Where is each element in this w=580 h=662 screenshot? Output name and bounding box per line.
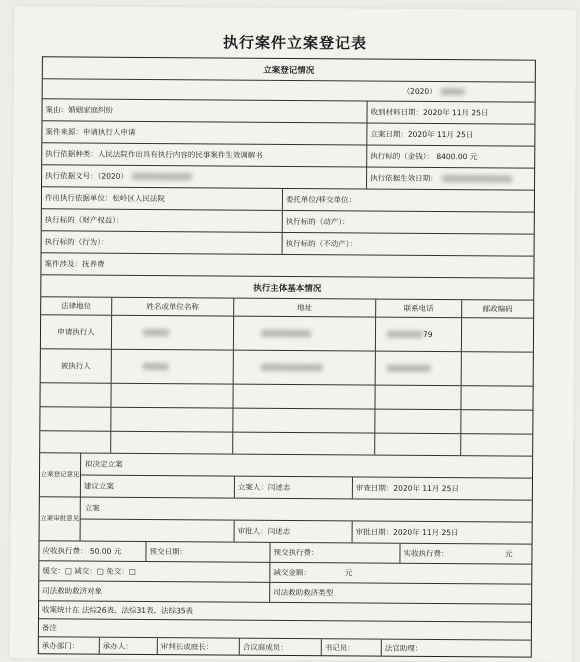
col-role: 法律地位 xyxy=(61,301,92,311)
col-name: 姓名或单位名称 xyxy=(111,298,233,316)
approval-opinion-block xyxy=(40,497,532,544)
filing-opinion-text: 拟决定立案 xyxy=(80,454,532,479)
relief-type: 司法救助救济类型 xyxy=(269,583,531,604)
form-page xyxy=(10,6,577,662)
amount: 执行标的（金钱）： 8400.00 元 xyxy=(366,146,534,168)
registration-table xyxy=(38,56,536,657)
col-address: 地址 xyxy=(233,299,375,317)
case-number: （2020） xyxy=(43,79,535,101)
fee-prepaid: 预交执行费： xyxy=(269,543,399,563)
issuing-unit: 作出执行依据单位：松岭区人民法院 xyxy=(44,193,165,204)
pay-options: 缓交：□ 减交：□ 免交：□ xyxy=(42,566,136,576)
party-postcode xyxy=(461,318,533,352)
col-phone: 联系电话 xyxy=(375,300,461,318)
party-role: 被执行人 xyxy=(60,361,91,371)
col-postcode: 邮政编码 xyxy=(461,300,533,318)
remarks: 备注 xyxy=(41,623,57,633)
party-address xyxy=(233,351,375,385)
fee-due: 应收执行费： 50.00 元 xyxy=(42,546,122,556)
approval-opinion-text: 立案 xyxy=(80,498,532,523)
fee-received: 实收执行费： 元 xyxy=(399,544,531,564)
party-name xyxy=(111,316,233,350)
party-row xyxy=(41,315,533,352)
signoff-assistant: 法官助理： xyxy=(381,640,531,657)
form-title: 执行案件立案登记表 xyxy=(222,33,368,53)
entrust-unit: 委托单位/移交单位： xyxy=(282,189,534,212)
signoff-dept: 承办部门： xyxy=(41,640,80,651)
approval-date: 审批日期：2020年 11月 25日 xyxy=(352,521,532,543)
fee-submit-date: 预交日期： xyxy=(145,542,269,562)
immovable-property: 执行标的（不动产）： xyxy=(282,233,534,256)
basis-type: 执行依据种类：人民法院作出具有执行内容的民事案件生效调解书 xyxy=(45,149,263,160)
property-rights: 执行标的（财产权益）： xyxy=(44,215,124,225)
section-title-parties: 执行主体基本情况 xyxy=(253,283,322,294)
reduced-amount: 减交金额： 元 xyxy=(269,563,531,584)
signoff-clerk: 书记员： xyxy=(321,639,381,655)
approver: 审批人：闫述志 xyxy=(234,521,352,543)
party-role: 申请执行人 xyxy=(57,327,95,337)
signoff-meeting: 合议庭成员： xyxy=(239,639,321,656)
case-involves: 案件涉及：抚养费 xyxy=(44,259,105,269)
party-name xyxy=(111,350,233,384)
review-date: 审查日期：2020年 11月 25日 xyxy=(352,477,532,499)
filing-date: 立案日期：2020年 11月 25日 xyxy=(366,124,534,146)
signoff-chief: 审判长或庭长： xyxy=(157,638,239,655)
effective-date: 执行依据生效日期： xyxy=(366,168,534,190)
case-source: 案件来源：申请执行人申请 xyxy=(45,127,136,137)
movable-property: 执行标的（动产）： xyxy=(282,211,534,234)
party-phone: 79 xyxy=(375,318,461,352)
filing-opinion-label: 立案登记意见 xyxy=(40,470,80,479)
relief-object: 司法救助救济对象 xyxy=(42,586,103,596)
suggest-filing: 建议立案 xyxy=(80,476,234,498)
filing-opinion-block xyxy=(40,453,532,500)
party-address xyxy=(233,317,375,351)
party-row-empty xyxy=(40,383,532,410)
party-postcode xyxy=(461,352,533,386)
party-row-empty xyxy=(40,407,532,434)
case-cause: 案由：婚姻家庭纠纷 xyxy=(45,105,114,115)
party-row xyxy=(41,349,533,386)
basis-number: 执行依据文号：（2020） xyxy=(42,165,366,188)
approval-opinion-label: 立案审批意见 xyxy=(40,514,80,523)
behavior: 执行标的（行为）： xyxy=(44,237,109,247)
signoff-handler: 承办人： xyxy=(99,638,157,654)
filer: 立案人：闫述志 xyxy=(234,477,352,499)
signoff-row xyxy=(39,637,531,656)
statistics: 收案统计在 法综26表、法综31表、法综35表 xyxy=(42,605,194,616)
received-date: 收到材料日期：2020年 11月 25日 xyxy=(366,102,534,124)
party-phone xyxy=(375,352,461,386)
section-title-registration: 立案登记情况 xyxy=(263,65,315,76)
